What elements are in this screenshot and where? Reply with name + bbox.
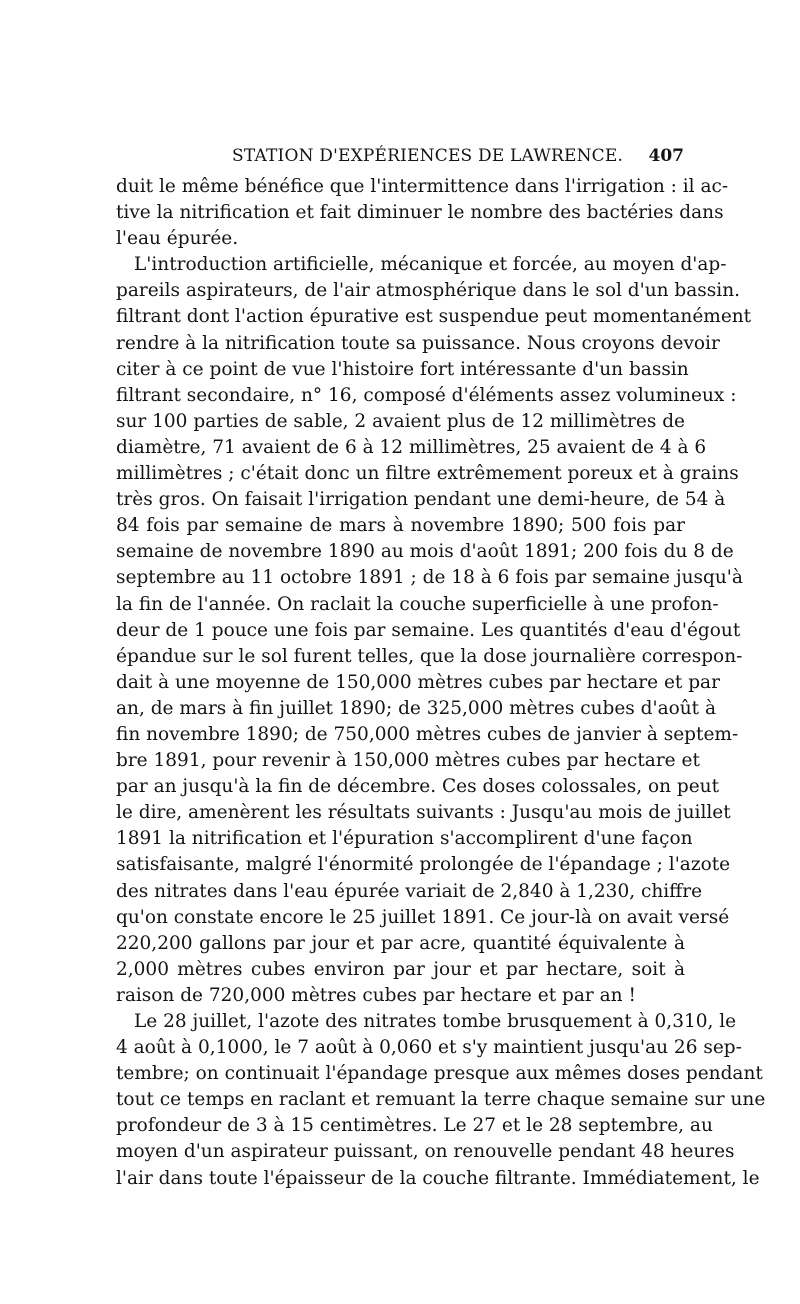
text-line: qu'on constate encore le 25 juillet 1891. Ce jour-là on avait versé	[116, 906, 730, 928]
text-line: moyen d'un aspirateur puissant, on renouvelle pendant 48 heures	[116, 1141, 735, 1163]
text-line: bre 1891, pour revenir à 150,000 mètres cubes par hectare et	[116, 750, 700, 772]
body-text	[116, 174, 766, 1192]
text-line: tive la nitrification et fait diminuer le nombre des bactéries dans	[116, 202, 724, 224]
text-line: rendre à la nitrification toute sa puissance. Nous croyons devoir	[116, 332, 720, 354]
text-line: des nitrates dans l'eau épurée variait de 2,840 à 1,230, chiffre	[116, 880, 703, 902]
text-line: pareils aspirateurs, de l'air atmosphérique dans le sol d'un bassin.	[116, 280, 741, 302]
text-line: duit le même bénéfice que l'intermittence dans l'irrigation : il ac-	[116, 176, 729, 197]
text-line: sur 100 parties de sable, 2 avaient plus de 12 millimètres de	[116, 410, 685, 432]
text-line: épandue sur le sol furent telles, que la dose journalière correspon-	[116, 645, 743, 667]
text-line: tout ce temps en raclant et remuant la terre chaque semaine sur une	[116, 1089, 766, 1111]
text-line: satisfaisante, malgré l'énormité prolongée de l'épandage ; l'azote	[116, 854, 731, 876]
text-line: l'air dans toute l'épaisseur de la couche filtrante. Immédiatement, le	[116, 1167, 760, 1189]
text-line: semaine de novembre 1890 au mois d'août 1891; 200 fois du 8 de	[116, 541, 734, 563]
text-line: deur de 1 pouce une fois par semaine. Les quantités d'eau d'égout	[116, 619, 741, 641]
text-line: raison de 720,000 mètres cubes par hectare et par an !	[116, 984, 636, 1006]
text-line: dait à une moyenne de 150,000 mètres cubes par hectare et par	[116, 671, 720, 693]
text-line: par an jusqu'à la fin de décembre. Ces doses colossales, on peut	[116, 776, 720, 798]
text-line: L'introduction artificielle, mécanique et forcée, au moyen d'ap-	[134, 254, 727, 276]
text-line: Le 28 juillet, l'azote des nitrates tombe brusquement à 0,310, le	[134, 1011, 737, 1032]
text-line: septembre au 11 octobre 1891 ; de 18 à 6 fois par semaine jusqu'à	[116, 567, 743, 589]
text-line: millimètres ; c'était donc un filtre extrêmement poreux et à grains	[116, 463, 739, 485]
text-line: 1891 la nitrification et l'épuration s'accomplirent d'une façon	[116, 828, 693, 850]
text-line: l'eau épurée.	[116, 228, 239, 250]
text-line: la fin de l'année. On raclait la couche superficielle à une profon-	[116, 593, 719, 615]
text-line: 4 août à 0,1000, le 7 août à 0,060 et s'y maintient jusqu'au 26 sep-	[116, 1037, 742, 1059]
text-line: profondeur de 3 à 15 centimètres. Le 27 et le 28 septembre, au	[116, 1115, 713, 1137]
text-line: le dire, amenèrent les résultats suivants : Jusqu'au mois de juillet	[116, 802, 731, 824]
text-line: filtrant secondaire, n° 16, composé d'éléments assez volumineux :	[116, 384, 737, 406]
text-line: 220,200 gallons par jour et par acre, quantité équivalente à	[116, 932, 685, 954]
text-line: 2,000 mètres cubes environ par jour et par hectare, soit à	[116, 958, 685, 980]
text-line: an, de mars à fin juillet 1890; de 325,000 mètres cubes d'août à	[116, 697, 717, 719]
text-line: tembre; on continuait l'épandage presque aux mêmes doses pendant	[116, 1063, 763, 1085]
page-number: 407	[648, 146, 684, 166]
text-line: filtrant dont l'action épurative est suspendue peut momentanément	[116, 306, 752, 328]
text-line: très gros. On faisait l'irrigation pendant une demi-heure, de 54 à	[116, 489, 726, 511]
text-line: fin novembre 1890; de 750,000 mètres cubes de janvier à septem-	[116, 723, 739, 745]
text-line: 84 fois par semaine de mars à novembre 1890; 500 fois par	[116, 515, 685, 537]
running-title: STATION D'EXPÉRIENCES DE LAWRENCE.	[232, 146, 624, 166]
text-line: diamètre, 71 avaient de 6 à 12 millimètres, 25 avaient de 4 à 6	[116, 436, 707, 458]
running-head	[112, 146, 684, 168]
text-line: citer à ce point de vue l'histoire fort intéressante d'un bassin	[116, 358, 689, 380]
